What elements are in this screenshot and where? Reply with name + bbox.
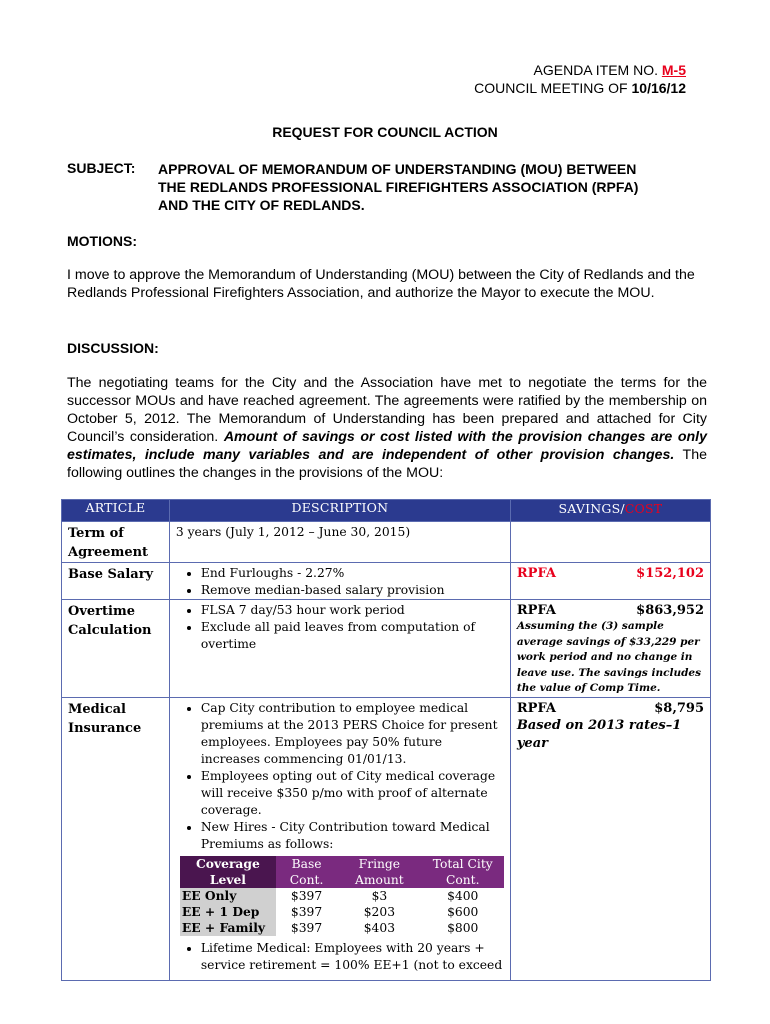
list-item: • Exclude all paid leaves from computation of overtime [201,619,504,653]
savings-overtime [510,600,710,698]
table-row-base-salary [62,563,711,600]
description-term: 3 years (July 1, 2012 – June 30, 2015) [169,522,510,563]
list-item: • Lifetime Medical: Employees with 20 years + service retirement = 100% EE+1 (not to exceed [201,940,504,974]
coverage-header-row: Coverage Level Base Cont. Fringe Amount Total City Cont. [180,856,504,888]
subject-text: APPROVAL OF MEMORANDUM OF UNDERSTANDING (MOU) BETWEEN THE REDLANDS PROFESSIONAL FIREFIGHTERS ASSOCIATION (RPFA) AND THE CITY OF REDLANDS. [158,161,639,213]
agenda-item-number: AGENDA ITEM NO. M-5 [533,62,686,78]
savings-party: RPFA [516,566,557,581]
meeting-date-value: 10/16/12 [631,80,686,96]
savings-party: RPFA [516,700,557,716]
savings-amount: $152,102 [636,566,704,581]
header-article: ARTICLE [62,500,170,522]
savings-base-salary [510,563,710,600]
list-item: • Cap City contribution to employee medical premiums at the 2013 PERS Choice for present employees. Employees pay 50% future increases commencing 01/01/13. [201,700,504,768]
list-item: • Remove median-based salary provision [201,582,504,599]
article-overtime: Overtime Calculation [62,600,170,698]
savings-medical [510,697,710,980]
savings-amount: $8,795 [654,700,704,716]
description-medical [169,697,510,980]
article-base-salary: Base Salary [62,563,170,600]
savings-note: Assuming the (3) sample average savings of $33,229 per work period and no change in leave use. The savings includes the value of Comp Time. [516,620,702,694]
agenda-item-value: M-5 [661,62,686,78]
discussion-text: The negotiating teams for the City and the Association have met to negotiate the terms for the successor MOUs and have reached agreement. The agreements were ratified by the membership on October 5, 2012. The Memorandum of Understanding has been prepared and attached for City Council’s consideration. Amount of savings or cost listed with the provision changes are only estimates, include many variables and are independent of other provision changes. The following outlines the changes in the provisions of the MOU: [67,375,707,481]
article-medical: Medical Insurance [62,697,170,980]
description-base-salary [169,563,510,600]
header-description: DESCRIPTION [169,500,510,522]
table-header-row [62,500,711,522]
estimate-disclaimer: Amount of savings or cost listed with the provision changes are only estimates, include many variables and are independent of other provision changes. [67,429,707,463]
coverage-row: EE Only $397 $3 $400 [181,887,479,903]
motions-heading: MOTIONS: [67,233,137,249]
motions-text: I move to approve the Memorandum of Understanding (MOU) between the City of Redlands and the Redlands Professional Firefighters Association, and authorize the Mayor to execute the MOU. [67,267,695,301]
list-item: • New Hires - City Contribution toward Medical Premiums as follows: [201,819,504,853]
subject-label: SUBJECT: [67,160,136,176]
table-row-term [62,522,711,563]
mou-provisions-table [61,499,711,981]
savings-party: RPFA [516,603,557,618]
coverage-table [180,856,504,936]
page-title: REQUEST FOR COUNCIL ACTION [272,124,498,140]
article-term: Term of Agreement [62,522,170,563]
list-item: • End Furloughs - 2.27% [201,565,504,582]
list-item: • Employees opting out of City medical coverage will receive $350 p/mo with proof of alternate coverage. [201,768,504,819]
discussion-heading: DISCUSSION: [67,340,159,356]
savings-amount: $863,952 [636,603,704,618]
table-row-overtime [62,600,711,698]
header-savings-cost: SAVINGS/COST [510,500,710,522]
table-row-medical [62,697,711,980]
description-overtime [169,600,510,698]
council-meeting-date: COUNCIL MEETING OF 10/16/12 [474,80,686,96]
savings-note: Based on 2013 rates–1 year [516,717,682,751]
list-item: • FLSA 7 day/53 hour work period [201,602,504,619]
coverage-row: EE + Family $397 $403 $800 [181,919,479,935]
coverage-row: EE + 1 Dep $397 $203 $600 [181,903,479,919]
savings-term [510,522,710,563]
